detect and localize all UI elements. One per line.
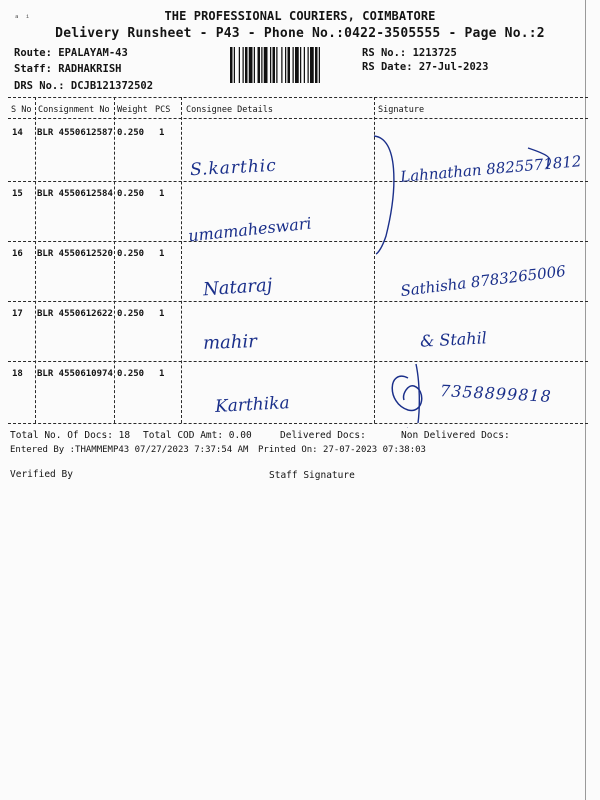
non-delivered-docs: Non Delivered Docs:	[401, 430, 510, 441]
total-cod-amount: Total COD Amt: 0.00	[143, 430, 252, 441]
row-weight: 0.250	[117, 309, 145, 319]
col-header-weight: Weight	[117, 105, 148, 115]
verified-by: Verified By	[10, 469, 73, 480]
row-consignment-no: BLR 4550612584	[37, 189, 113, 199]
col-header-signature: Signature	[378, 105, 425, 115]
col-header-consignment: Consignment No	[38, 105, 110, 115]
barcode-image	[230, 47, 354, 83]
row-pcs: 1	[159, 128, 165, 138]
row-signature-handwriting: Lahnathan 8825571812	[399, 152, 583, 186]
row-pcs: 1	[159, 369, 165, 379]
total-docs: Total No. Of Docs: 18	[10, 430, 131, 441]
column-divider	[181, 97, 182, 423]
row-pcs: 1	[159, 189, 165, 199]
column-divider	[35, 97, 36, 423]
corner-mark: ᵃ ⁱ	[14, 14, 31, 24]
row-consignment-no: BLR 4550612520	[37, 249, 113, 259]
header-bottom-rule	[8, 118, 588, 119]
row-signature-handwriting: Sathisha 8783265006	[399, 261, 567, 301]
row-consignee-handwriting: Nataraj	[202, 274, 274, 301]
row-sno: 18	[12, 369, 23, 379]
row-weight: 0.250	[117, 249, 145, 259]
rs-date: RS Date: 27-Jul-2023	[362, 61, 489, 73]
row-sno: 15	[12, 189, 23, 199]
pen-strokes	[368, 128, 588, 428]
route-text: Route: EPALAYAM-43	[14, 47, 128, 59]
row-pcs: 1	[159, 309, 165, 319]
row-weight: 0.250	[117, 189, 145, 199]
row-consignee-handwriting: Karthika	[214, 393, 291, 417]
row-signature-handwriting: & Stahil	[419, 328, 488, 351]
row-sno: 14	[12, 128, 23, 138]
row-weight: 0.250	[117, 369, 145, 379]
table-top-rule	[8, 97, 588, 98]
row-sno: 17	[12, 309, 23, 319]
col-header-pcs: PCS	[155, 105, 171, 115]
row-signature-handwriting: 7358899818	[439, 381, 553, 406]
runsheet-subtitle: Delivery Runsheet - P43 - Phone No.:0422-3505555 - Page No.:2	[55, 26, 545, 41]
row-sno: 16	[12, 249, 23, 259]
row-consignment-no: BLR 4550612587	[37, 128, 113, 138]
delivered-docs: Delivered Docs:	[280, 430, 366, 441]
row-consignment-no: BLR 4550610974	[37, 369, 113, 379]
row-consignee-handwriting: S.karthic	[189, 155, 278, 181]
entered-by: Entered By :THAMMEMP43 07/27/2023 7:37:54 AM	[10, 445, 249, 455]
row-consignee-handwriting: mahir	[202, 331, 258, 354]
staff-text: Staff: RADHAKRISH	[14, 63, 122, 75]
row-consignee-handwriting: umamaheswari	[187, 213, 313, 246]
staff-signature: Staff Signature	[269, 470, 355, 481]
row-weight: 0.250	[117, 128, 145, 138]
printed-on: Printed On: 27-07-2023 07:38:03	[258, 445, 426, 455]
company-title: THE PROFESSIONAL COURIERS, COIMBATORE	[164, 9, 436, 23]
row-consignment-no: BLR 4550612622	[37, 309, 113, 319]
column-divider	[114, 97, 115, 423]
row-pcs: 1	[159, 249, 165, 259]
col-header-sno: S No	[11, 105, 32, 115]
rs-number: RS No.: 1213725	[362, 47, 457, 59]
drs-number: DRS No.: DCJB121372502	[14, 80, 154, 92]
col-header-consignee: Consignee Details	[186, 105, 273, 115]
